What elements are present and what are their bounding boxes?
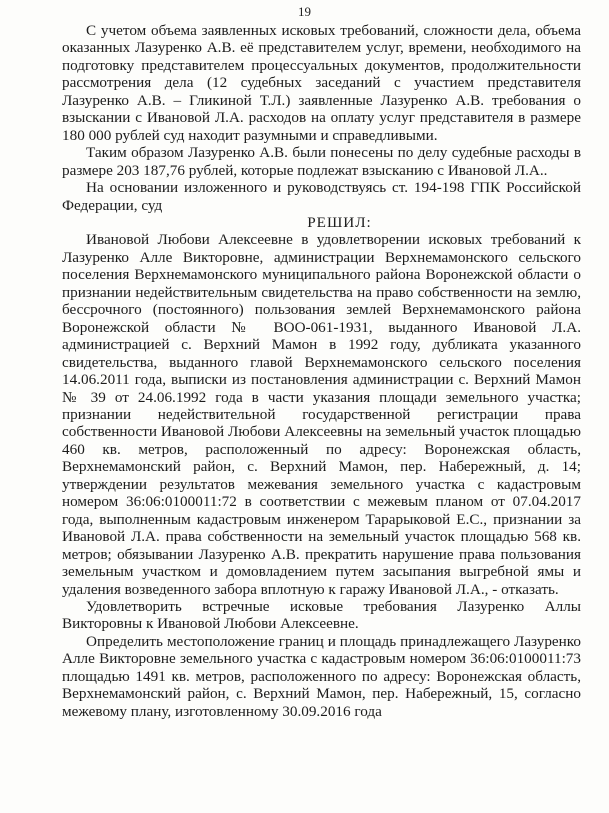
paragraph-counterclaim-granted: Удовлетворить встречные исковые требования Лазуренко Аллы Викторовны к Ивановой Любови Алексеевне. bbox=[62, 597, 581, 633]
document-body bbox=[62, 22, 581, 720]
verdict-heading: РЕШИЛ: bbox=[307, 213, 372, 231]
paragraph-costs-reasoning: С учетом объема заявленных исковых требований, сложности дела, объема оказанных Лазуренко А.В. её представителем услуг, времени, необходимого на подготовку представителем процессуальных документов, продолжительности рассмотрения дела (12 судебных заседаний с участием представителя Лазуренко А.В. – Гликиной Т.Л.) заявленные Лазуренко А.В. требования о взыскании с Ивановой Л.А. расходов на оплату услуг представителя в размере 180 000 рублей суд находит разумными и справедливыми. bbox=[62, 22, 581, 144]
paragraph-legal-basis: На основании изложенного и руководствуясь ст. 194-198 ГПК Российской Федерации, суд bbox=[62, 179, 581, 214]
paragraph-claims-dismissed: Ивановой Любови Алексеевне в удовлетворении исковых требований к Лазуренко Алле Викторовне, администрации Верхнемамонского сельского поселения Верхнемамонского муниципального района Воронежской области о признании недействительным свидетельства на право собственности на землю, бессрочного (постоянного) пользования землей Верхнемамонского района Воронежской области № ВОО-061-1931, выданного Ивановой Л.А. администрацией с. Верхний Мамон в 1992 году, дубликата указанного свидетельства, выданного главой Верхнемамонского сельского поселения 14.06.2011 года, выписки из постановления администрации с. Верхний Мамон № 39 от 24.06.1992 года в части указания площади земельного участка; признании недействительной государственной регистрации права собственности Ивановой Любови Алексеевны на земельный участок площадью 460 кв. метров, расположенный по адресу: Воронежская область, Верхнемамонский район, с. Верхний Мамон, пер. Набережный, д. 14; утверждении результатов межевания земельного участка с кадастровым номером 36:06:0100011:72 в соответствии с межевым планом от 07.04.2017 года, выполненным кадастровым инженером Тарарыковой Е.С., признании за Ивановой Л.А. права собственности на земельный участок площадью 568 кв. метров; обязывании Лазуренко А.В. прекратить нарушение права пользования земельным участком и домовладением путем засыпания выгребной ямы и удаления возведенного забора вплотную к гаражу Ивановой Л.А., - отказать. bbox=[62, 231, 581, 598]
page-number: 19 bbox=[298, 4, 311, 19]
paragraph-boundaries-determined: Определить местоположение границ и площадь принадлежащего Лазуренко Алле Викторовне земельного участка с кадастровым номером 36:06:0100011:73 площадью 1491 кв. метров, расположенного по адресу: Воронежская область, Верхнемамонский район, с. Верхний Мамон, пер. Набережный, 15, согласно межевому плану, изготовленному 30.09.2016 года bbox=[62, 632, 581, 720]
paragraph-costs-total: Таким образом Лазуренко А.В. были понесены по делу судебные расходы в размере 203 187,76 рублей, которые подлежат взысканию с Ивановой Л.А.. bbox=[62, 144, 581, 179]
